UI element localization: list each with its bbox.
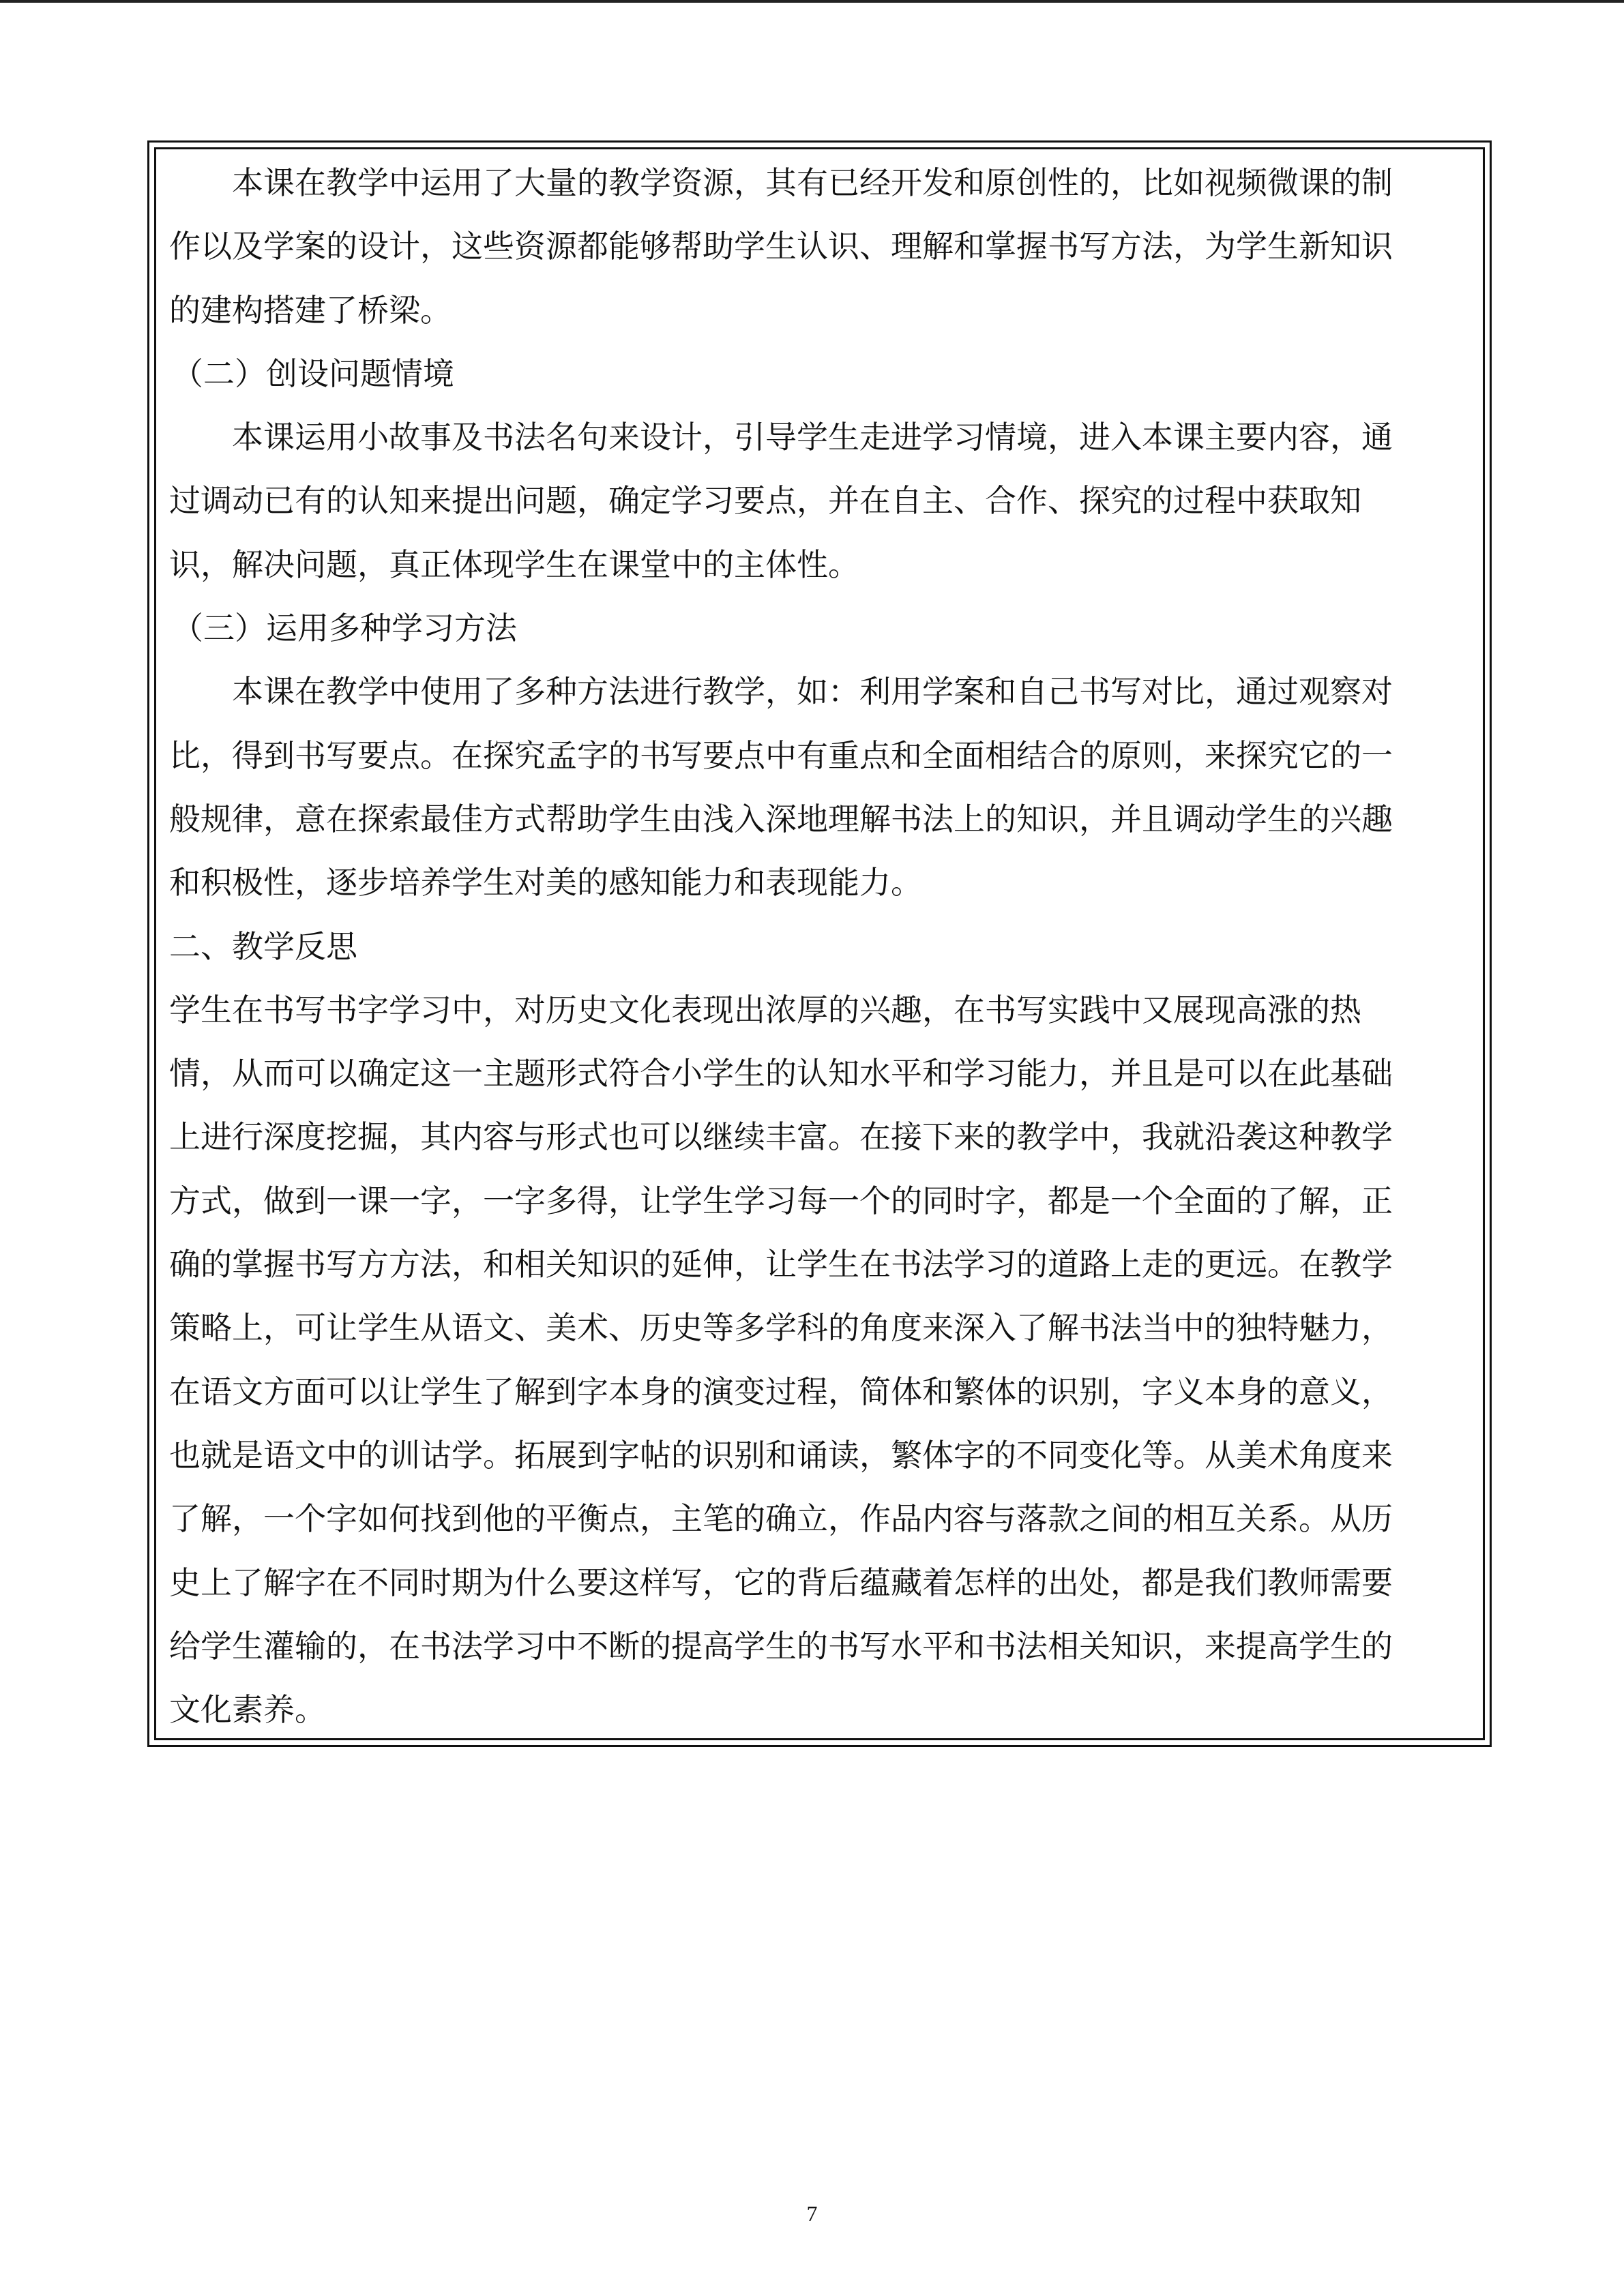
text-line: 比，得到书写要点。在探究孟字的书写要点中有重点和全面相结合的原则，来探究它的一: [169, 736, 1393, 774]
text-line: 给学生灌输的，在书法学习中不断的提高学生的书写水平和书法相关知识，来提高学生的: [169, 1627, 1393, 1665]
text-line: 本课运用小故事及书法名句来设计，引导学生走进学习情境，进入本课主要内容，通: [232, 419, 1393, 456]
text-line: 作以及学案的设计，这些资源都能够帮助学生认识、理解和掌握书写方法，为学生新知识: [169, 228, 1393, 265]
section-heading: （二）创设问题情境: [172, 355, 454, 392]
text-line: 策略上，可让学生从语文、美术、历史等多学科的角度来深入了解书法当中的独特魅力，: [169, 1309, 1393, 1347]
text-line: 在语文方面可以让学生了解到字本身的演变过程，简体和繁体的识别，字义本身的意义，: [169, 1373, 1393, 1410]
section-heading: （三）运用多种学习方法: [172, 610, 517, 647]
text-line: 也就是语文中的训诂学。拓展到字帖的识别和诵读，繁体字的不同变化等。从美术角度来: [169, 1436, 1393, 1474]
text-line: 史上了解字在不同时期为什么要这样写，它的背后蕴藏着怎样的出处，都是我们教师需要: [169, 1564, 1393, 1601]
text-line: 学生在书写书字学习中，对历史文化表现出浓厚的兴趣，在书写实践中又展现高涨的热: [169, 991, 1361, 1028]
text-line: 过调动已有的认知来提出问题，确定学习要点，并在自主、合作、探究的过程中获取知: [169, 482, 1361, 520]
text-line: 本课在教学中运用了大量的教学资源，其有已经开发和原创性的，比如视频微课的制: [232, 164, 1393, 201]
text-line: 的建构搭建了桥梁。: [169, 291, 452, 329]
page-number: 7: [806, 2201, 818, 2226]
text-line: 情，从而可以确定这一主题形式符合小学生的认知水平和学习能力，并且是可以在此基础: [169, 1055, 1393, 1092]
text-line: 确的掌握书写方方法，和相关知识的延伸，让学生在书法学习的道路上走的更远。在教学: [169, 1246, 1393, 1283]
document-text: [169, 151, 1445, 1742]
text-line: 识，解决问题，真正体现学生在课堂中的主体性。: [169, 546, 859, 583]
text-line: 上进行深度挖掘，其内容与形式也可以继续丰富。在接下来的教学中，我就沿袭这种教学: [169, 1118, 1393, 1156]
text-line: 般规律，意在探索最佳方式帮助学生由浅入深地理解书法上的知识，并且调动学生的兴趣: [169, 800, 1393, 837]
text-line: 文化素养。: [169, 1691, 326, 1729]
text-line: 和积极性，逐步培养学生对美的感知能力和表现能力。: [169, 864, 922, 901]
text-line: 方式，做到一课一字，一字多得，让学生学习每一个的同时字，都是一个全面的了解，正: [169, 1182, 1393, 1219]
section-heading: 二、教学反思: [169, 927, 357, 965]
text-line: 了解，一个字如何找到他的平衡点，主笔的确立，作品内容与落款之间的相互关系。从历: [169, 1500, 1393, 1538]
top-rule: [0, 0, 1624, 3]
text-line: 本课在教学中使用了多种方法进行教学，如：利用学案和自己书写对比，通过观察对: [232, 673, 1393, 711]
